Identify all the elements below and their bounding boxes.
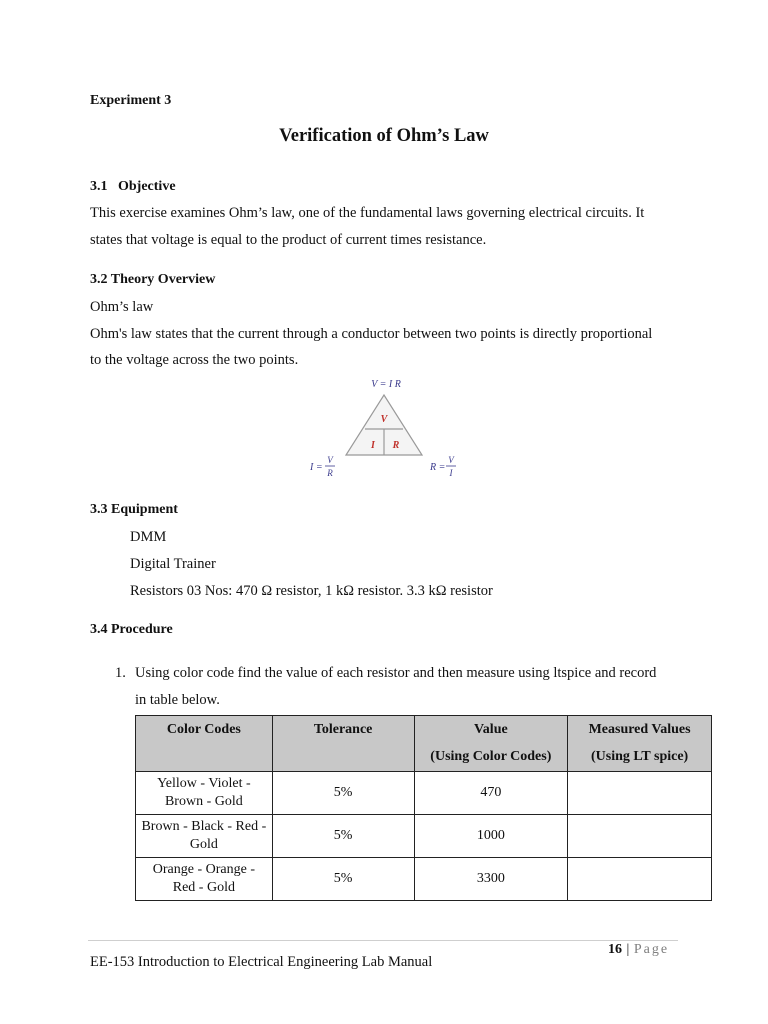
diagram-right-numerator: V xyxy=(448,455,454,465)
footer-page-indicator xyxy=(608,942,669,958)
procedure-step-number: 1. xyxy=(115,665,126,681)
cell-measured-value[interactable] xyxy=(568,815,712,858)
diagram-left-lhs: I = xyxy=(310,462,323,473)
diagram-top-formula: V = I R xyxy=(371,379,401,390)
objective-text xyxy=(90,200,690,253)
theory-line-1: Ohm's law states that the current through a conductor between two points is directly proportional xyxy=(90,325,653,342)
diagram-left-denominator: R xyxy=(327,468,333,478)
page-title: Verification of Ohm’s Law xyxy=(279,126,489,146)
ohms-law-triangle-diagram xyxy=(300,374,470,486)
diagram-letter-r: R xyxy=(392,440,400,451)
header-color-codes: Color Codes xyxy=(136,716,273,772)
table-row xyxy=(136,772,712,815)
footer-page-word: Page xyxy=(633,942,670,957)
footer-page-number: 16 xyxy=(608,942,622,957)
footer-manual-title: EE-153 Introduction to Electrical Engineering Lab Manual xyxy=(90,954,433,970)
cell-color-code: Yellow - Violet - Brown - Gold xyxy=(136,772,273,815)
objective-line-1: This exercise examines Ohm’s law, one of the fundamental laws governing electrical circuits. It xyxy=(90,205,645,221)
table-row xyxy=(136,815,712,858)
equipment-item-dmm: DMM xyxy=(130,529,167,545)
cell-tolerance: 5% xyxy=(272,815,414,858)
cell-tolerance: 5% xyxy=(272,772,414,815)
table-header-row xyxy=(136,716,712,772)
theory-heading: 3.2 Theory Overview xyxy=(90,272,216,287)
equipment-heading: 3.3 Equipment xyxy=(90,502,178,517)
cell-color-code: Orange - Orange - Red - Gold xyxy=(136,858,273,901)
diagram-letter-v: V xyxy=(380,414,388,425)
procedure-step-text xyxy=(135,660,705,714)
theory-line-2: to the voltage across the two points. xyxy=(90,352,299,368)
table-row xyxy=(136,858,712,901)
procedure-heading: 3.4 Procedure xyxy=(90,622,173,637)
header-value: Value (Using Color Codes) xyxy=(414,716,568,772)
cell-value: 3300 xyxy=(414,858,568,901)
equipment-list xyxy=(130,524,493,605)
equipment-item-resistors: Resistors 03 Nos: 470 Ω resistor, 1 kΩ resistor. 3.3 kΩ resistor xyxy=(130,583,493,599)
diagram-left-numerator: V xyxy=(327,455,333,465)
diagram-right-denominator: I xyxy=(449,468,453,478)
diagram-letter-i: I xyxy=(371,440,375,451)
objective-line-2: states that voltage is equal to the product of current times resistance. xyxy=(90,231,487,248)
cell-value: 470 xyxy=(414,772,568,815)
procedure-line-2: in table below. xyxy=(135,692,220,708)
theory-subheading: Ohm’s law xyxy=(90,299,154,315)
header-tolerance: Tolerance xyxy=(272,716,414,772)
cell-value: 1000 xyxy=(414,815,568,858)
cell-measured-value[interactable] xyxy=(568,858,712,901)
theory-text xyxy=(90,294,690,374)
objective-heading: 3.1 Objective xyxy=(90,179,176,194)
procedure-line-1: Using color code find the value of each resistor and then measure using ltspice and record xyxy=(135,665,657,681)
footer-page-separator: | xyxy=(626,942,630,957)
cell-measured-value[interactable] xyxy=(568,772,712,815)
footer-divider xyxy=(88,940,678,941)
resistor-table xyxy=(135,715,712,901)
cell-tolerance: 5% xyxy=(272,858,414,901)
cell-color-code: Brown - Black - Red - Gold xyxy=(136,815,273,858)
header-measured-values: Measured Values (Using LT spice) xyxy=(568,716,712,772)
equipment-item-trainer: Digital Trainer xyxy=(130,556,216,572)
diagram-right-lhs: R = xyxy=(430,462,446,473)
experiment-label: Experiment 3 xyxy=(90,93,172,108)
